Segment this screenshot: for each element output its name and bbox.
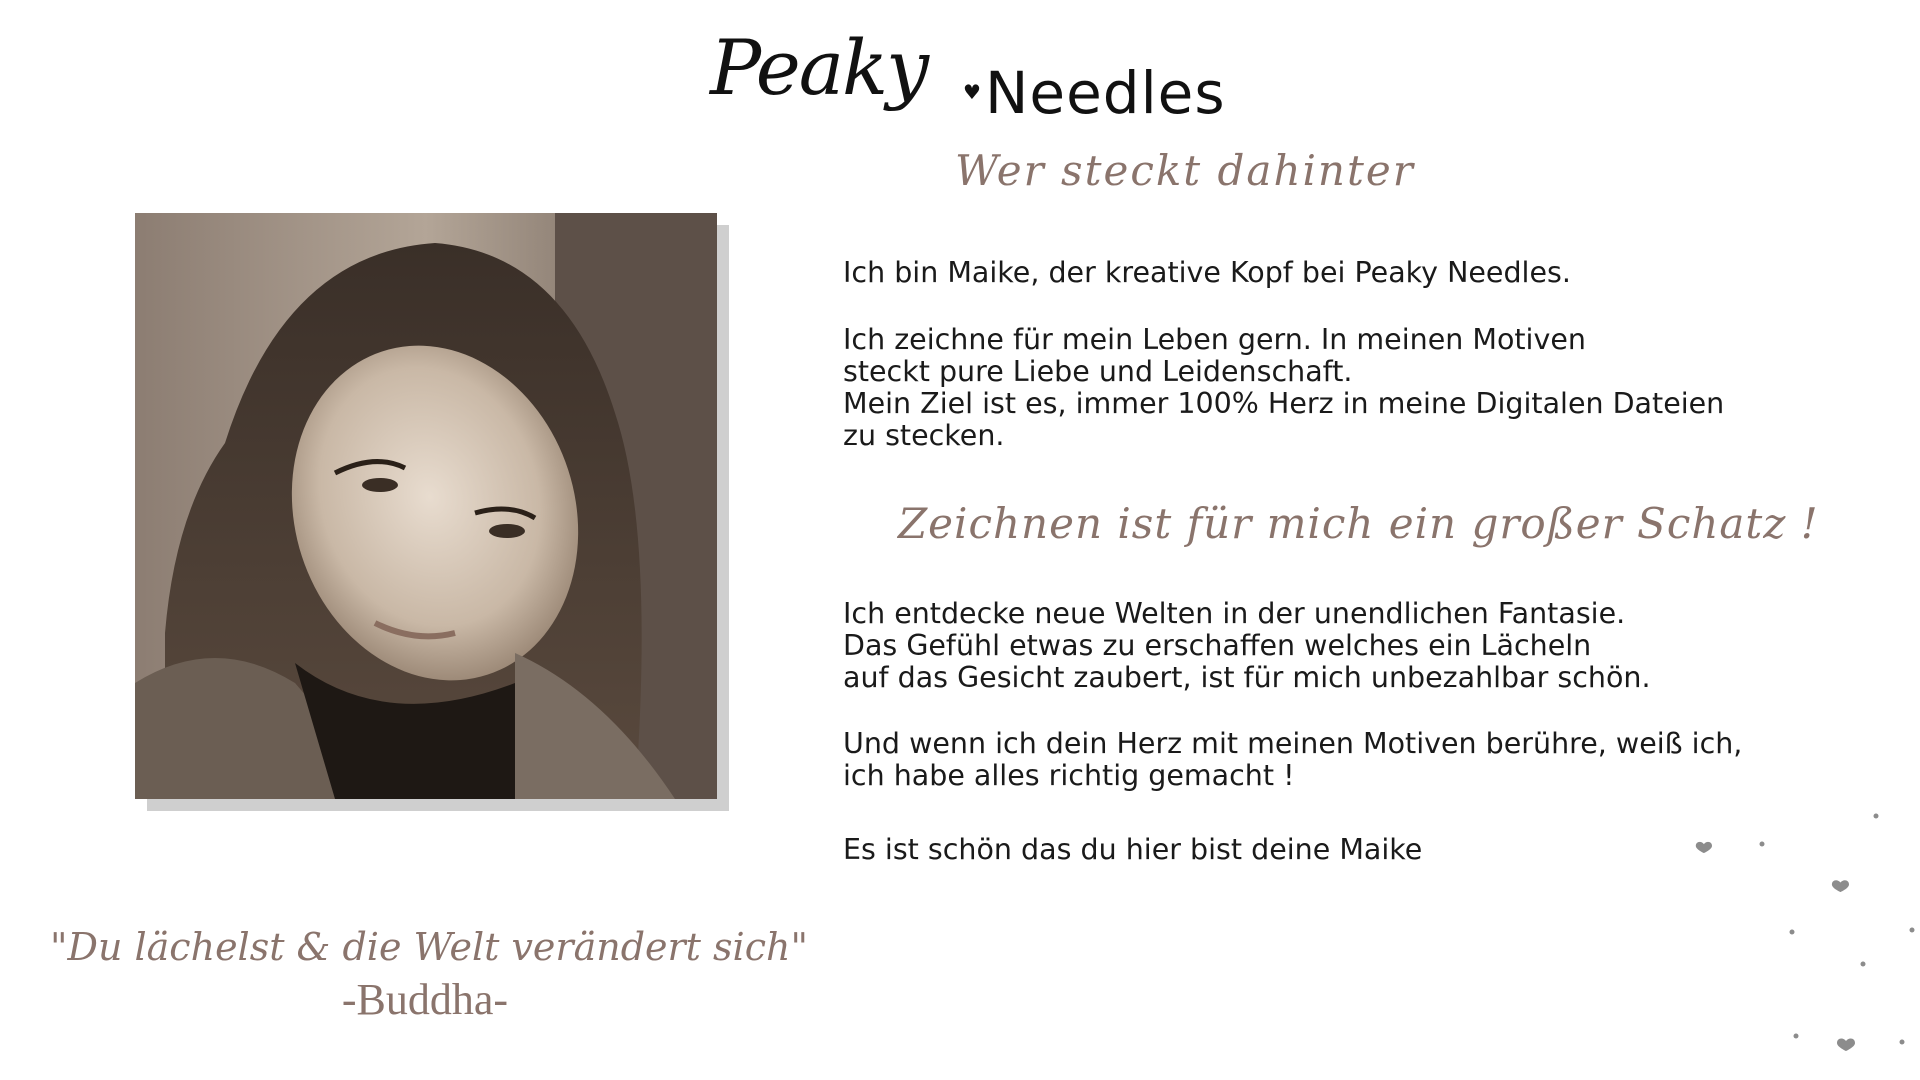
paragraph-drawing — [843, 324, 1724, 452]
dot-icon — [1794, 1034, 1799, 1039]
paragraph-line: Mein Ziel ist es, immer 100% Herz in meine Digitalen Dateien — [843, 387, 1725, 420]
paragraph-line: Das Gefühl etwas zu erschaffen welches ein Lächeln — [843, 629, 1592, 662]
dot-icon — [1874, 814, 1879, 819]
page-subtitle: Wer steckt dahinter — [955, 146, 1415, 195]
dot-icon — [1910, 928, 1915, 933]
paragraph-line: ich habe alles richtig gemacht ! — [843, 759, 1295, 792]
paragraph-line: steckt pure Liebe und Leidenschaft. — [843, 355, 1353, 388]
closing-line: Es ist schön das du hier bist deine Maike — [843, 833, 1423, 866]
paragraph-line: Ich entdecke neue Welten in der unendlichen Fantasie. — [843, 597, 1626, 630]
footer-quote-author: -Buddha- — [341, 975, 509, 1024]
dot-icon — [1790, 930, 1795, 935]
heart-icon — [1832, 880, 1849, 892]
paragraph-fantasy — [843, 598, 1651, 694]
paragraph-line: Und wenn ich dein Herz mit meinen Motiven berühre, weiß ich, — [843, 727, 1743, 760]
highlight-quote: Zeichnen ist für mich ein großer Schatz ! — [898, 499, 1819, 548]
heart-icon — [1696, 842, 1712, 853]
paragraph-line: Ich zeichne für mein Leben gern. In meinen Motiven — [843, 323, 1586, 356]
intro-line: Ich bin Maike, der kreative Kopf bei Peaky Needles. — [843, 256, 1571, 289]
dot-icon — [1861, 962, 1866, 967]
heart-icon: ♥ — [963, 80, 981, 104]
decorative-hearts — [1640, 800, 1920, 1080]
paragraph-line: auf das Gesicht zaubert, ist für mich unbezahlbar schön. — [843, 661, 1651, 694]
paragraph-line: zu stecken. — [843, 419, 1005, 452]
dot-icon — [1760, 842, 1765, 847]
logo — [710, 23, 1230, 140]
intro-text — [843, 257, 1571, 289]
logo-word-text: Needles — [985, 59, 1226, 127]
logo-script-text: Peaky — [710, 23, 927, 112]
heart-icon — [1837, 1039, 1855, 1051]
footer-quote: "Du lächelst & die Welt verändert sich" — [50, 925, 808, 969]
closing-text — [843, 834, 1422, 866]
dot-icon — [1900, 1040, 1905, 1045]
portrait-photo — [135, 213, 717, 799]
paragraph-heart — [843, 728, 1742, 792]
